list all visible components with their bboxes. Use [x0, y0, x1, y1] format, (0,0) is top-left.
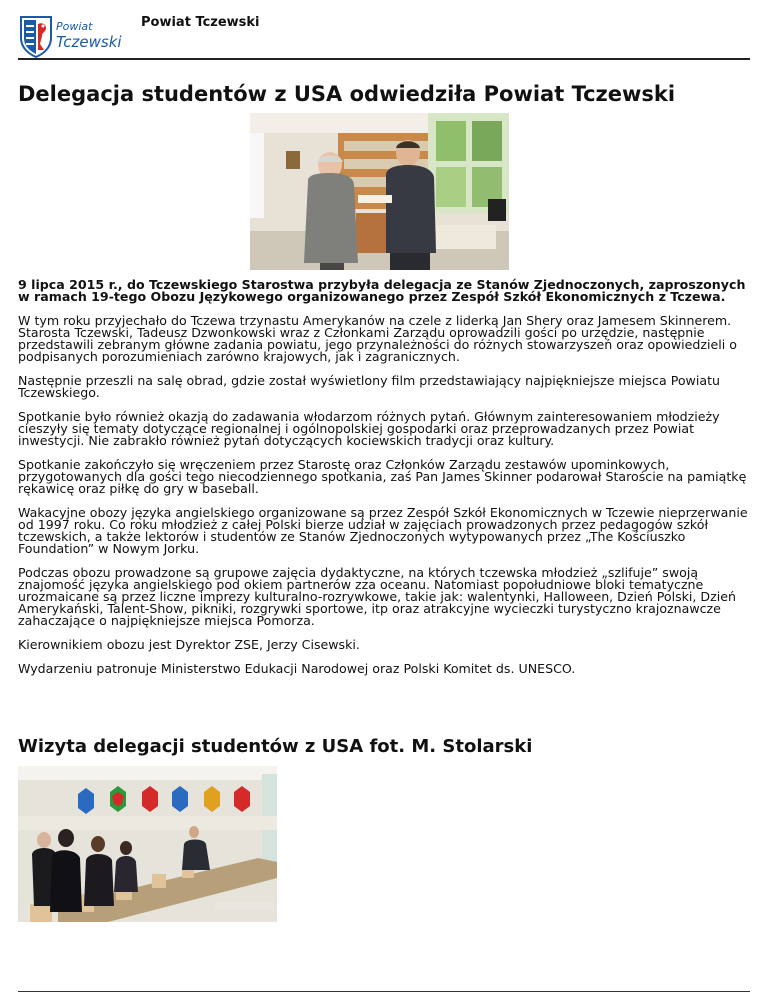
article-paragraph: Wydarzeniu patronuje Ministerstwo Edukacji Narodowej oraz Polski Komitet ds. UNESCO. [18, 661, 576, 676]
article-photo [250, 113, 509, 270]
site-header [18, 10, 750, 60]
article-paragraph: Kierownikiem obozu jest Dyrektor ZSE, Jerzy Cisewski. [18, 637, 360, 652]
article-paragraph: Wakacyjne obozy języka angielskiego organizowane są przez Zespół Szkół Ekonomicznych w Tczewie nieprzerwanie od 1997 roku. Co roku młodzież z całej Polski bierze udział w zajęciach prowadzonych przez pedagogów szkół tczewskich, a także lektorów i studentów ze Stanów Zjednoczonych wytypowanych przez „The Kościuszko Foundation” w Nowym Jorku. [18, 505, 748, 556]
article-paragraph: Następnie przeszli na salę obrad, gdzie został wyświetlony film przedstawiający najpiękniejsze miejsca Powiatu Tczewskiego. [18, 373, 720, 400]
site-title[interactable]: Powiat Tczewski [141, 15, 260, 30]
article-paragraph: Spotkanie było również okazją do zadawania włodarzom różnych pytań. Głównym zainteresowaniem młodzieży cieszyły się tematy dotyczące regionalnej i ogólnopolskiej gospodarki oraz przeprowadzanych przez Powiat inwestycji. Nie zabrakło również pytań dotyczących kociewskich tradycji oraz kultury. [18, 409, 720, 448]
article-paragraph: Podczas obozu prowadzone są grupowe zajęcia dydaktyczne, na których tczewska młodzież „szlifuje” swoją znajomość języka angielskiego pod okiem partnerów zza oceanu. Natomiast popołudniowe bloki tematyczne urozmaicane są przez liczne imprezy kulturalno-rozrywkowe, takie jak: walentynki, Halloween, Dzień Polski, Dzień Amerykański, Talent-Show, pikniki, rozgrywki sportowe, itp oraz atrakcyjne wycieczki turystyczno krajoznawcze zahaczające o najpiękniejsze miejsca Pomorza. [18, 565, 736, 628]
article-paragraph: Spotkanie zakończyło się wręczeniem przez Starostę oraz Członków Zarządu zestawów upominkowych, przygotowanych dla gości tego niecodziennego spotkania, zaś Pan James Skinner podarował Staroście na pamiątkę rękawicę oraz piłkę do gry w baseball. [18, 457, 747, 496]
gallery-photo[interactable] [18, 766, 277, 922]
logo-text-line1: Powiat [56, 20, 93, 33]
header-divider [18, 58, 750, 60]
logo-text-line2: Tczewski [56, 33, 122, 51]
article-paragraph: W tym roku przyjechało do Tczewa trzynastu Amerykanów na czele z liderką Jan Shery oraz Jamesem Skinnerem. Starosta Tczewski, Tadeusz Dzwonkowski wraz z Członkami Zarządu oprowadzili gości po urzędzie, następnie przedstawili zebranym główne zadania powiatu, jego przynależności do różnych stowarzyszeń oraz opowiedzieli o podpisanych porozumieniach zarówno krajowych, jak i zagranicznych. [18, 313, 737, 364]
site-logo[interactable] [18, 14, 128, 62]
article-lead: 9 lipca 2015 r., do Tczewskiego Starostwa przybyła delegacja ze Stanów Zjednoczonych, zaproszonych w ramach 19-tego Obozu Językowego organizowanego przez Zespół Szkół Ekonomicznych z Tczewa. [18, 277, 746, 304]
article-body [18, 279, 750, 687]
footer-divider [18, 991, 750, 992]
article-title: Delegacja studentów z USA odwiedziła Powiat Tczewski [18, 82, 676, 106]
coat-of-arms-icon [18, 14, 54, 58]
gallery-title: Wizyta delegacji studentów z USA fot. M. Stolarski [18, 736, 533, 757]
